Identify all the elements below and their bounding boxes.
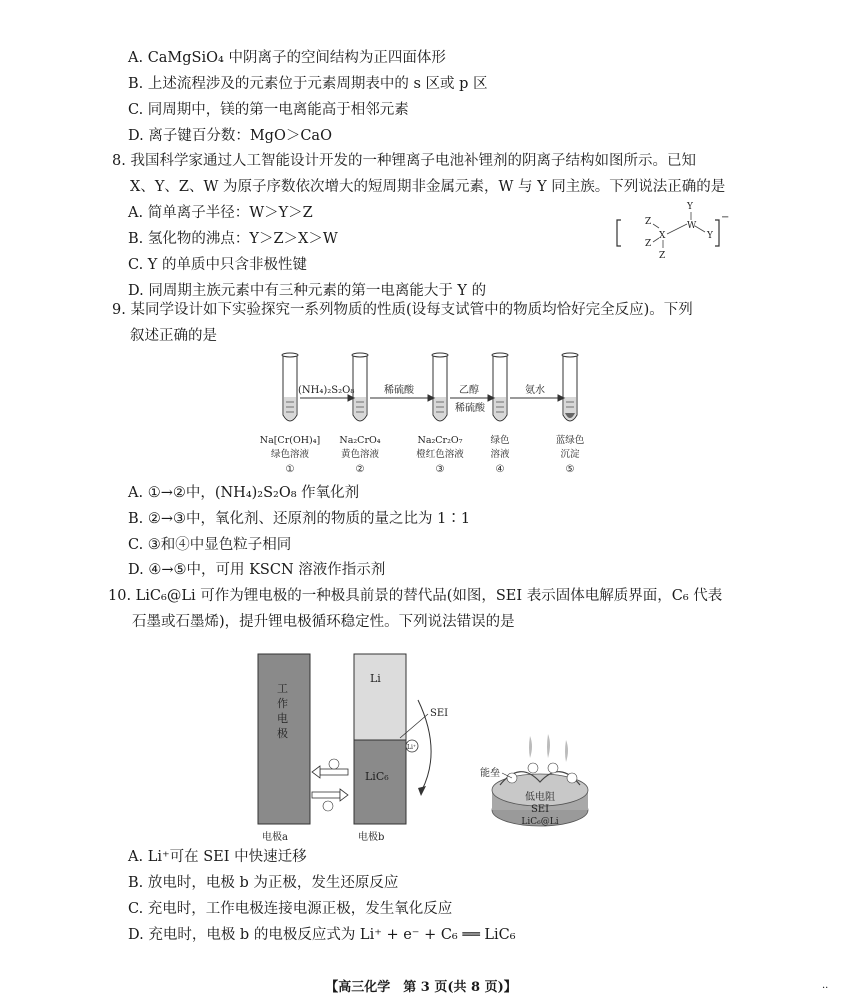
atom-y-right: Y bbox=[707, 231, 713, 241]
atom-z-lower: Z bbox=[645, 239, 652, 249]
q10-stem-line2: 石墨或石墨烯)，提升锂电极循环稳定性。下列说法错误的是 bbox=[132, 614, 515, 630]
atom-z-upper: Z bbox=[645, 217, 652, 227]
right-bracket bbox=[715, 220, 719, 246]
tube-5-desc: 沉淀 bbox=[560, 449, 580, 460]
atom-z-bottom: Z bbox=[659, 251, 666, 261]
reagent-ammonium-persulfate: (NH₄)₂S₂O₈ bbox=[298, 385, 355, 396]
tube-3-desc: 橙红色溶液 bbox=[416, 449, 464, 460]
reagent-dilute-sulfuric-acid-1: 稀硫酸 bbox=[384, 385, 414, 396]
tube-3 bbox=[432, 353, 448, 421]
charge-sign: − bbox=[721, 212, 730, 223]
atom-w: W bbox=[687, 221, 697, 231]
tube-3-formula: Na₂Cr₂O₇ bbox=[417, 435, 463, 446]
tube-2 bbox=[352, 353, 368, 421]
q7-option-c: C. 同周期中，镁的第一电离能高于相邻元素 bbox=[128, 102, 409, 118]
q8-stem-line1: 8. 我国科学家通过人工智能设计开发的一种锂离子电池补锂剂的阴离子结构如图所示。已知 bbox=[112, 153, 696, 169]
tube-3-number: ③ bbox=[435, 464, 445, 475]
q8-option-d: D. 同周期主族元素中有三种元素的第一电离能大于 Y 的 bbox=[128, 283, 487, 299]
q8-option-b: B. 氢化物的沸点：Y＞Z＞X＞W bbox=[128, 231, 338, 247]
electrode-b-li bbox=[354, 654, 406, 740]
tube-1-number: ① bbox=[285, 464, 295, 475]
low-resistance-label: 低电阻 bbox=[525, 792, 555, 803]
lic6-label: LiC₆ bbox=[365, 770, 389, 783]
energy-barrier-label: 能垒 bbox=[480, 768, 500, 779]
reagent-ethanol: 乙醇 bbox=[459, 385, 479, 396]
reagent-dilute-sulfuric-acid-2: 稀硫酸 bbox=[455, 403, 485, 414]
tube-4 bbox=[492, 353, 508, 421]
q9-option-a: A. ①→②中，(NH₄)₂S₂O₈ 作氧化剂 bbox=[128, 485, 360, 501]
q9-option-c: C. ③和④中显色粒子相同 bbox=[128, 537, 292, 553]
q10-option-c: C. 充电时，工作电极连接电源正极，发生氧化反应 bbox=[128, 901, 453, 917]
arrow-to-a bbox=[312, 766, 348, 778]
q8-stem-line2: X、Y、Z、W 为原子序数依次增大的短周期非金属元素，W 与 Y 同主族。下列说法正确的是 bbox=[130, 179, 726, 195]
q8-anion-structure bbox=[615, 198, 740, 268]
li-ion-label: Li⁺ bbox=[407, 744, 417, 751]
tube-5 bbox=[562, 353, 578, 421]
q10-option-d: D. 充电时，电极 b 的电极反应式为 Li⁺ + e⁻ + C₆ ══ LiC₆ bbox=[128, 927, 516, 943]
tube-4-formula: 绿色 bbox=[490, 435, 510, 446]
tube-5-formula: 蓝绿色 bbox=[555, 435, 585, 446]
li-label: Li bbox=[370, 672, 381, 685]
lic6-li-disk bbox=[492, 734, 588, 827]
q7-option-b: B. 上述流程涉及的元素位于元素周期表中的 s 区或 p 区 bbox=[128, 76, 488, 92]
q8-option-a: A. 简单离子半径：W＞Y＞Z bbox=[128, 205, 313, 221]
arrow-to-b bbox=[312, 789, 348, 801]
tube-2-desc: 黄色溶液 bbox=[340, 449, 380, 460]
tube-4-desc: 溶液 bbox=[490, 449, 510, 460]
q9-option-d: D. ④→⑤中，可用 KSCN 溶液作指示剂 bbox=[128, 562, 386, 578]
q10-option-a: A. Li⁺可在 SEI 中快速迁移 bbox=[128, 849, 307, 865]
q9-option-b: B. ②→③中，氧化剂、还原剂的物质的量之比为 1∶1 bbox=[128, 511, 471, 527]
tube-1 bbox=[282, 353, 298, 421]
tube-4-number: ④ bbox=[495, 464, 505, 475]
corner-mark: ·· bbox=[822, 983, 829, 994]
electrode-a-label: 电极a bbox=[262, 832, 288, 843]
working-electrode-text: 工 作 电 极 bbox=[277, 682, 288, 740]
tube-5-number: ⑤ bbox=[565, 464, 575, 475]
left-bracket bbox=[617, 220, 621, 246]
disk-lic6li-label: LiC₆@Li bbox=[521, 817, 559, 827]
tube-2-formula: Na₂CrO₄ bbox=[339, 435, 381, 446]
tube-1-desc: 绿色溶液 bbox=[270, 449, 310, 460]
atom-x: X bbox=[659, 231, 666, 241]
tube-2-number: ② bbox=[355, 464, 365, 475]
q10-option-b: B. 放电时，电极 b 为正极，发生还原反应 bbox=[128, 875, 399, 891]
q9-stem-line2: 叙述正确的是 bbox=[130, 328, 217, 344]
q10-stem-line1: 10. LiC₆@Li 可作为锂电极的一种极具前景的替代品(如图，SEI 表示固体电解质界面，C₆ 代表 bbox=[108, 588, 723, 604]
tube-1-formula: Na[Cr(OH)₄] bbox=[259, 435, 321, 446]
page-footer: 【高三化学 第 3 页(共 8 页)】 bbox=[325, 980, 517, 995]
reagent-ammonia-water: 氨水 bbox=[525, 385, 545, 396]
q7-option-a: A. CaMgSiO₄ 中阴离子的空间结构为正四面体形 bbox=[128, 50, 446, 66]
electrode-b-label: 电极b bbox=[358, 832, 385, 843]
q8-option-c: C. Y 的单质中只含非极性键 bbox=[128, 257, 307, 273]
q10-battery-diagram bbox=[250, 640, 600, 850]
sei-label: SEI bbox=[430, 708, 449, 719]
atom-y-top: Y bbox=[687, 202, 693, 212]
q7-option-d: D. 离子键百分数：MgO＞CaO bbox=[128, 128, 332, 144]
disk-sei-label: SEI bbox=[530, 804, 550, 815]
q9-experiment-diagram bbox=[230, 345, 610, 480]
q9-stem-line1: 9. 某同学设计如下实验探究一系列物质的性质(设每支试管中的物质均恰好完全反应)。下列 bbox=[112, 302, 693, 318]
